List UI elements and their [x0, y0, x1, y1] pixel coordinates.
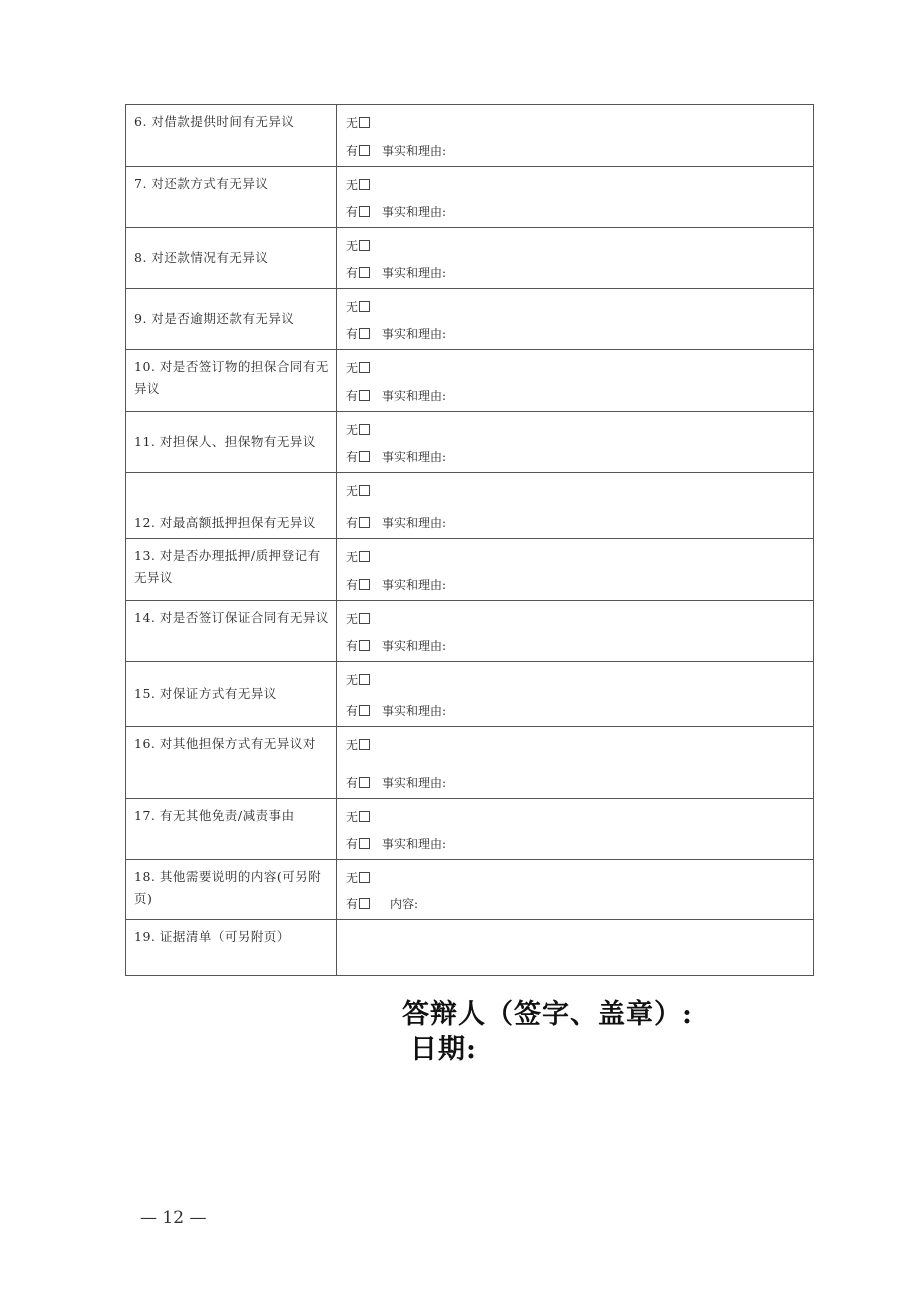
option-no-label: 无 — [346, 423, 359, 437]
form-row — [126, 350, 814, 412]
checkbox-no[interactable] — [359, 179, 370, 190]
option-no[interactable] — [346, 608, 370, 630]
checkbox-yes[interactable] — [359, 206, 370, 217]
respondent-signature-label: 答辩人（签字、盖章）: — [402, 999, 693, 1030]
question-cell — [126, 920, 337, 976]
option-no[interactable] — [346, 669, 370, 691]
option-yes-label: 有 — [346, 704, 359, 718]
question-cell — [126, 167, 337, 228]
checkbox-yes[interactable] — [359, 838, 370, 849]
option-yes-label: 有 — [346, 776, 359, 790]
checkbox-no[interactable] — [359, 811, 370, 822]
option-no-label: 无 — [346, 484, 359, 498]
option-no-label: 无 — [346, 239, 359, 253]
option-no-label: 无 — [346, 550, 359, 564]
form-row — [126, 412, 814, 473]
option-yes[interactable] — [346, 201, 446, 223]
content-label: 内容: — [390, 897, 419, 911]
option-no[interactable] — [346, 112, 370, 134]
answer-cell — [337, 662, 814, 727]
question-cell — [126, 228, 337, 289]
option-no[interactable] — [346, 734, 370, 756]
form-row — [126, 860, 814, 920]
defense-form-table — [125, 104, 814, 976]
checkbox-yes[interactable] — [359, 390, 370, 401]
option-no-label: 无 — [346, 612, 359, 626]
checkbox-no[interactable] — [359, 739, 370, 750]
option-no-label: 无 — [346, 300, 359, 314]
form-row — [126, 920, 814, 976]
checkbox-yes[interactable] — [359, 640, 370, 651]
option-yes-label: 有 — [346, 266, 359, 280]
checkbox-yes[interactable] — [359, 517, 370, 528]
checkbox-yes[interactable] — [359, 898, 370, 909]
reason-label: 事实和理由: — [382, 837, 447, 851]
reason-label: 事实和理由: — [382, 776, 447, 790]
checkbox-no[interactable] — [359, 424, 370, 435]
question-text: 13. 对是否办理抵押/质押登记有无异议 — [134, 548, 321, 585]
reason-label: 事实和理由: — [382, 327, 447, 341]
checkbox-yes[interactable] — [359, 328, 370, 339]
question-cell — [126, 539, 337, 601]
option-no[interactable] — [346, 867, 370, 889]
option-yes-label: 有 — [346, 327, 359, 341]
answer-cell — [337, 228, 814, 289]
checkbox-no[interactable] — [359, 485, 370, 496]
option-no-label: 无 — [346, 738, 359, 752]
answer-cell — [337, 727, 814, 799]
question-cell — [126, 799, 337, 860]
form-row — [126, 799, 814, 860]
form-row — [126, 105, 814, 167]
reason-label: 事实和理由: — [382, 704, 447, 718]
question-text: 16. 对其他担保方式有无异议对 — [134, 736, 316, 751]
option-yes[interactable] — [346, 574, 446, 596]
checkbox-no[interactable] — [359, 362, 370, 373]
question-text: 9. 对是否逾期还款有无异议 — [134, 311, 295, 326]
option-no-label: 无 — [346, 871, 359, 885]
form-row — [126, 601, 814, 662]
question-text: 8. 对还款情况有无异议 — [134, 250, 269, 265]
answer-cell[interactable] — [337, 920, 814, 976]
option-yes-label: 有 — [346, 389, 359, 403]
form-row — [126, 539, 814, 601]
question-cell — [126, 412, 337, 473]
checkbox-no[interactable] — [359, 301, 370, 312]
option-yes-label: 有 — [346, 516, 359, 530]
date-label: 日期: — [410, 1034, 477, 1065]
form-row — [126, 167, 814, 228]
option-yes[interactable] — [346, 700, 446, 722]
checkbox-yes[interactable] — [359, 579, 370, 590]
answer-cell — [337, 412, 814, 473]
option-no-label: 无 — [346, 116, 359, 130]
checkbox-yes[interactable] — [359, 451, 370, 462]
page-number: — 12 — — [140, 1208, 207, 1228]
question-cell — [126, 350, 337, 412]
checkbox-no[interactable] — [359, 674, 370, 685]
checkbox-yes[interactable] — [359, 777, 370, 788]
option-yes-label: 有 — [346, 897, 359, 911]
question-text: 17. 有无其他免责/减责事由 — [134, 808, 295, 823]
option-yes[interactable] — [346, 635, 446, 657]
option-no[interactable] — [346, 174, 370, 196]
answer-cell — [337, 601, 814, 662]
form-row — [126, 228, 814, 289]
reason-label: 事实和理由: — [382, 205, 447, 219]
question-cell — [126, 662, 337, 727]
option-yes[interactable] — [346, 140, 446, 162]
option-yes-label: 有 — [346, 578, 359, 592]
question-text: 6. 对借款提供时间有无异议 — [134, 114, 295, 129]
form-row — [126, 289, 814, 350]
question-text: 7. 对还款方式有无异议 — [134, 176, 269, 191]
question-text: 12. 对最高额抵押担保有无异议 — [134, 515, 316, 530]
checkbox-yes[interactable] — [359, 705, 370, 716]
question-cell — [126, 727, 337, 799]
reason-label: 事实和理由: — [382, 578, 447, 592]
question-text: 19. 证据清单（可另附页） — [134, 929, 290, 944]
question-cell — [126, 289, 337, 350]
reason-label: 事实和理由: — [382, 450, 447, 464]
checkbox-yes[interactable] — [359, 267, 370, 278]
form-row — [126, 473, 814, 539]
option-yes-label: 有 — [346, 639, 359, 653]
question-text: 10. 对是否签订物的担保合同有无异议 — [134, 359, 329, 396]
option-no[interactable] — [346, 235, 370, 257]
form-row — [126, 662, 814, 727]
option-yes-label: 有 — [346, 837, 359, 851]
answer-cell — [337, 105, 814, 167]
option-yes-label: 有 — [346, 205, 359, 219]
checkbox-yes[interactable] — [359, 145, 370, 156]
answer-cell — [337, 350, 814, 412]
question-text: 18. 其他需要说明的内容(可另附页) — [134, 869, 322, 906]
option-yes[interactable] — [346, 446, 446, 468]
form-row — [126, 727, 814, 799]
reason-label: 事实和理由: — [382, 516, 447, 530]
answer-cell — [337, 860, 814, 920]
option-no-label: 无 — [346, 178, 359, 192]
option-no[interactable] — [346, 296, 370, 318]
reason-label: 事实和理由: — [382, 639, 447, 653]
answer-cell — [337, 539, 814, 601]
checkbox-no[interactable] — [359, 613, 370, 624]
option-yes[interactable] — [346, 833, 446, 855]
checkbox-no[interactable] — [359, 240, 370, 251]
answer-cell — [337, 799, 814, 860]
question-cell — [126, 601, 337, 662]
question-text: 15. 对保证方式有无异议 — [134, 686, 277, 701]
question-cell — [126, 473, 337, 539]
option-yes[interactable] — [346, 323, 446, 345]
reason-label: 事实和理由: — [382, 389, 447, 403]
option-yes[interactable] — [346, 893, 418, 915]
option-no[interactable] — [346, 357, 370, 379]
question-text: 11. 对担保人、担保物有无异议 — [134, 434, 316, 449]
checkbox-no[interactable] — [359, 551, 370, 562]
option-yes-label: 有 — [346, 450, 359, 464]
answer-cell — [337, 289, 814, 350]
option-yes[interactable] — [346, 385, 446, 407]
option-no[interactable] — [346, 480, 370, 502]
reason-label: 事实和理由: — [382, 144, 447, 158]
reason-label: 事实和理由: — [382, 266, 447, 280]
question-cell — [126, 860, 337, 920]
option-yes[interactable] — [346, 772, 446, 794]
option-no[interactable] — [346, 546, 370, 568]
checkbox-no[interactable] — [359, 872, 370, 883]
option-yes[interactable] — [346, 512, 446, 534]
checkbox-no[interactable] — [359, 117, 370, 128]
answer-cell — [337, 473, 814, 539]
option-yes-label: 有 — [346, 144, 359, 158]
option-yes[interactable] — [346, 262, 446, 284]
option-no-label: 无 — [346, 810, 359, 824]
option-no-label: 无 — [346, 673, 359, 687]
answer-cell — [337, 167, 814, 228]
option-no-label: 无 — [346, 361, 359, 375]
question-text: 14. 对是否签订保证合同有无异议 — [134, 610, 329, 625]
question-cell — [126, 105, 337, 167]
option-no[interactable] — [346, 419, 370, 441]
option-no[interactable] — [346, 806, 370, 828]
